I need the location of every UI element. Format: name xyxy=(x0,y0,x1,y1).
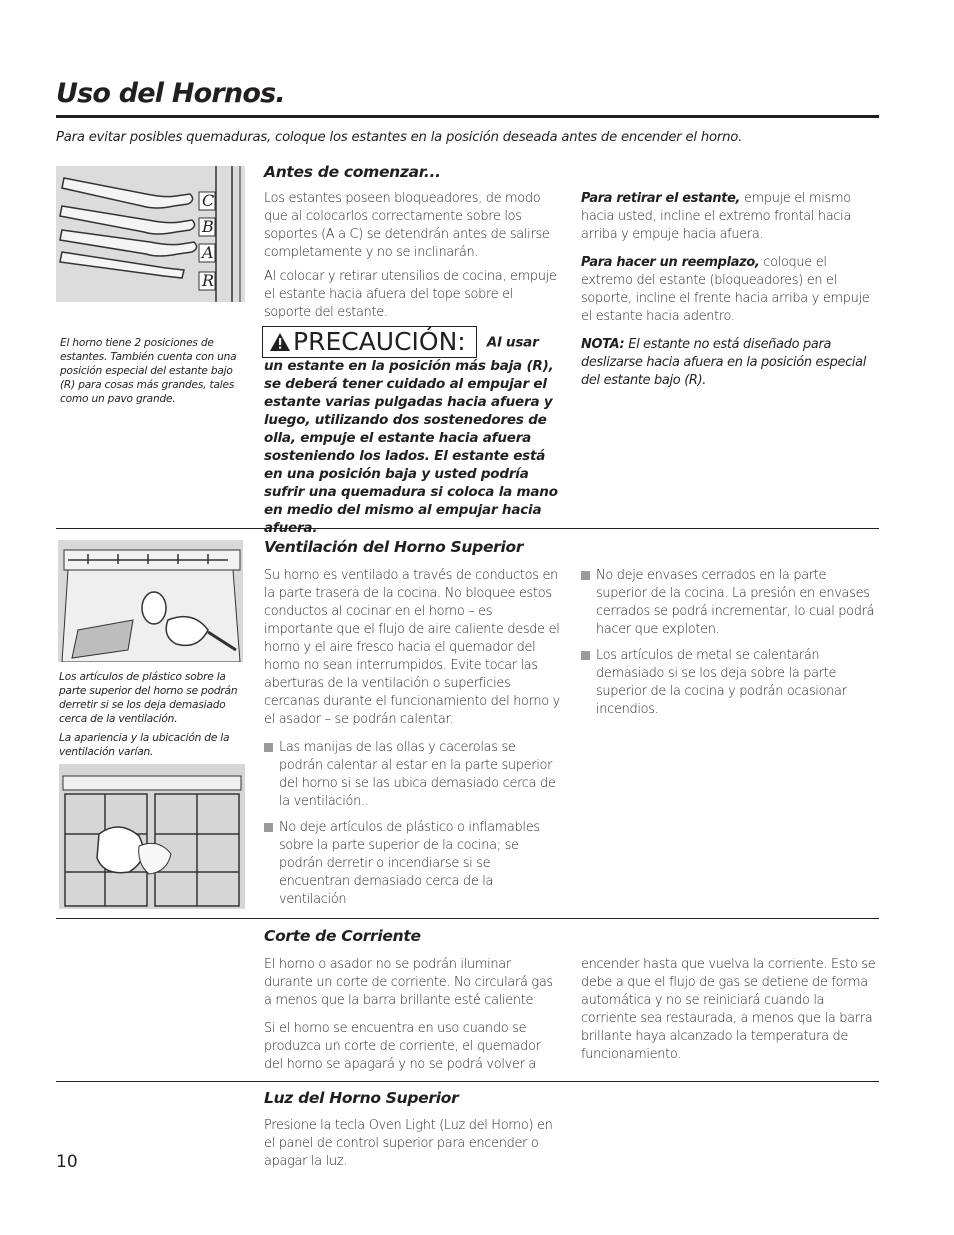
corte-left-column xyxy=(264,956,562,1080)
corte-paragraph-2: Si el horno se encuentra en uso cuando se produzca un corte de corriente, el quemador del horno se apagará y no se podrá volver a xyxy=(264,1021,541,1072)
antes-heading: Antes de comenzar... xyxy=(264,163,441,181)
antes-paragraph-1: Los estantes poseen bloqueadores, de modo que al colocarlos correctamente sobre los soportes (A a C) se detendrán antes de salirse completamente y no se inclinarán. xyxy=(264,191,550,260)
ventilacion-paragraph-1: Su horno es ventilado a través de conductos en la parte trasera de la cocina. No bloquee estos conductos al cocinar en el horno – es importante que el flujo de aire caliente desde el horno y el aire fresco hacia el quemador del horno no sean interrumpidos. Evite tocar las aberturas de la ventilación o superficies cercanas durante el funcionamiento del horno y el asador – se podrán calentar. xyxy=(264,568,561,727)
ventilacion-left-column xyxy=(264,567,562,917)
corte-paragraph-3: encender hasta que vuelva la corriente. Esto se debe a que el flujo de gas se detiene de forma automática y no se reiniciará cuando la corriente sea restaurada, a menos que la barra brillante haya alcanzado la temperatura de funcionamiento. xyxy=(581,957,876,1062)
vent-cooktop-image xyxy=(59,764,245,909)
caution-badge xyxy=(262,326,477,358)
section-divider-3 xyxy=(56,1081,879,1082)
title-rule xyxy=(56,115,879,118)
ventilacion-right-column xyxy=(581,567,879,727)
rack-letter-b: B xyxy=(202,217,214,236)
nota-label: NOTA: xyxy=(581,337,625,352)
bullet-square-icon xyxy=(264,743,273,752)
rack-positions-image xyxy=(56,166,245,302)
nota-paragraph xyxy=(581,336,879,390)
rack-letter-c: C xyxy=(202,191,215,210)
corte-paragraph-1: El horno o asador no se podrán iluminar durante un corte de corriente. No circulará gas a menos que la barra brillante esté caliente xyxy=(264,957,553,1008)
page-title: Uso del Hornos. xyxy=(56,78,285,109)
vent-caption-2: La apariencia y la ubicación de la ventilación varían. xyxy=(59,732,230,758)
ventilacion-bullet-3: No deje envases cerrados en la parte superior de la cocina. La presión en envases cerrados se podrá incrementar, lo cual podrá hacer que exploten. xyxy=(581,567,879,639)
reemplazo-paragraph xyxy=(581,254,879,326)
caution-text: un estante en la posición más baja (R), se deberá tener cuidado al empujar el estante varias pulgadas hacia afuera y luego, utilizando dos sostenedores de olla, empuje el estante hacia afuera sosteniendo los lados. El estante está en una posición baja y usted podría sufrir una quemadura si coloca la mano en medio del mismo al empujar hacia afuera. xyxy=(264,358,558,536)
caution-lead: Al usar xyxy=(486,334,539,351)
ventilacion-heading: Ventilación del Horno Superior xyxy=(264,538,524,556)
section-divider-2 xyxy=(56,918,879,919)
antes-paragraph-2: Al colocar y retirar utensilios de cocina, empuje el estante hacia afuera del tope sobre el soporte del estante. xyxy=(264,269,557,320)
warning-icon xyxy=(269,332,291,352)
luz-column xyxy=(264,1117,556,1177)
luz-paragraph-1: Presione la tecla Oven Light (Luz del Horno) en el panel de control superior para encender o apagar la luz. xyxy=(264,1118,553,1169)
page-number: 10 xyxy=(56,1152,78,1172)
retirar-paragraph xyxy=(581,190,879,244)
section-divider-1 xyxy=(56,528,879,529)
rack-letter-a: A xyxy=(202,243,214,262)
vent-plastic-image xyxy=(58,540,243,662)
corte-right-column xyxy=(581,956,879,1070)
antes-right-column xyxy=(581,190,879,396)
ventilacion-bullet-1: Las manijas de las ollas y cacerolas se podrán calentar al estar en la parte superior del horno si se las ubica demasiado cerca de la ventilación.. xyxy=(264,739,562,811)
retirar-label: Para retirar el estante, xyxy=(581,191,741,206)
reemplazo-label: Para hacer un reemplazo, xyxy=(581,255,760,270)
rack-caption: El horno tiene 2 posiciones de estantes. También cuenta con una posición especial del estante bajo (R) para cosas más grandes, tales como un pavo grande. xyxy=(60,337,237,405)
rack-letter-r: R xyxy=(202,271,215,290)
nota-text: El estante no está diseñado para deslizarse hacia afuera en la posición especial del estante bajo (R). xyxy=(581,337,867,388)
antes-left-column xyxy=(264,190,562,328)
ventilacion-bullet-2: No deje artículos de plástico o inflamables sobre la parte superior de la cocina; se podrán derretir o incendiarse si se encuentran demasiado cerca de la ventilación xyxy=(264,819,562,909)
bullet-square-icon xyxy=(581,571,590,580)
caution-block xyxy=(262,326,564,537)
ventilacion-bullet-4: Los artículos de metal se calentarán demasiado si se los deja sobre la parte superior de la cocina y podrán ocasionar incendios. xyxy=(581,647,879,719)
reemplazo-text: coloque el extremo del estante (bloqueadores) en el soporte, incline el frente hacia arriba y empuje el estante hacia adentro. xyxy=(581,255,870,324)
bullet-square-icon xyxy=(581,651,590,660)
vent-caption-1: Los artículos de plástico sobre la parte superior del horno se podrán derretir si se los deja demasiado cerca de la ventilación. xyxy=(59,671,238,725)
caution-label: PRECAUCIÓN: xyxy=(293,327,466,356)
intro-text: Para evitar posibles quemaduras, coloque los estantes en la posición deseada antes de encender el horno. xyxy=(56,130,743,145)
retirar-text: empuje el mismo hacia usted, incline el extremo frontal hacia arriba y empuje hacia afuera. xyxy=(581,191,852,242)
corte-heading: Corte de Corriente xyxy=(264,927,421,945)
luz-heading: Luz del Horno Superior xyxy=(264,1089,459,1107)
bullet-square-icon xyxy=(264,823,273,832)
